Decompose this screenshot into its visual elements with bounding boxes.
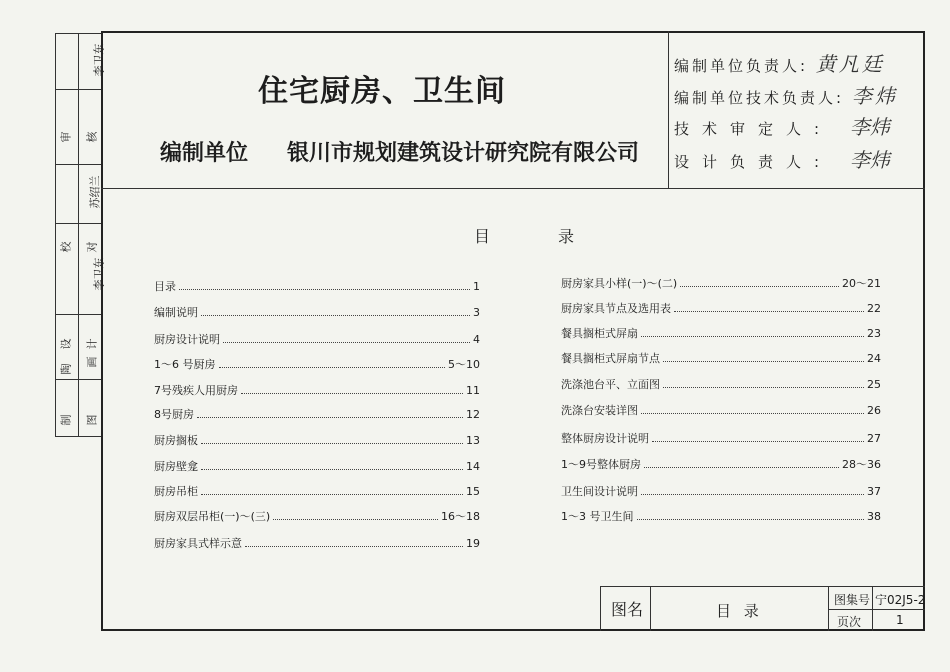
resp-signature: 黄凡廷 [815,52,885,76]
toc-entry-title: 餐具搁柜式屏扇节点 [561,352,660,365]
signature-strip [55,33,106,437]
toc-heading-mu: 目 [474,227,491,246]
toc-entry[interactable] [154,406,480,422]
resp-row-3 [674,111,890,140]
strip-reviewer-sign: 李卫东 [92,43,106,77]
toc-entry[interactable] [561,430,881,446]
toc-entry[interactable] [154,331,480,347]
toc-entry-page: 11 [466,384,480,397]
strip-label-hua: 画 [85,356,99,368]
resp-signature: 李炜 [851,84,898,108]
toc-entry[interactable] [154,458,480,474]
toc-entry-title: 厨房搁板 [154,434,198,447]
toc-entry[interactable] [154,508,480,524]
toc-entry[interactable] [561,376,881,392]
resp-row-2 [674,80,898,109]
toc-entry[interactable] [561,402,881,418]
toc-entry-page: 16～18 [441,510,480,523]
toc-entry[interactable] [154,432,480,448]
toc-entry-page: 4 [473,333,480,346]
toc-entry[interactable] [561,325,881,341]
toc-entry[interactable] [561,508,881,524]
strip-checker-sign: 苏绍兰 [88,175,102,209]
toc-entry-page: 12 [466,408,480,421]
title-block-sep1 [650,586,651,631]
resp-role: 技术审定人: [674,120,833,138]
toc-entry-title: 整体厨房设计说明 [561,432,649,445]
toc-entry-page: 25 [867,378,881,391]
toc-entry-title: 卫生间设计说明 [561,485,638,498]
resp-role: 编制单位负责人: [674,57,809,75]
toc-entry-title: 1～6 号厨房 [154,358,216,371]
toc-entry-page: 27 [867,432,881,445]
toc-entry[interactable] [154,382,480,398]
strip-label-ji: 计 [85,338,99,350]
resp-row-1 [674,48,885,77]
toc-entry-page: 23 [867,327,881,340]
toc-entry-page: 14 [466,460,480,473]
toc-entry-title: 厨房家具节点及选用表 [561,302,671,315]
strip-label-tu: 图 [85,414,99,426]
toc-entry-page: 19 [466,537,480,550]
unit-name: 银川市规划建筑设计研究院有限公司 [287,141,640,166]
toc-entry-page: 28～36 [842,458,881,471]
toc-entry-title: 目录 [154,280,176,293]
toc-entry-title: 1～9号整体厨房 [561,458,641,471]
strip-label-shen: 审 [59,131,73,143]
toc-entry-title: 洗涤池台平、立面图 [561,378,660,391]
toc-entry[interactable] [561,483,881,499]
strip-label-jiao: 校 [59,241,73,253]
toc-entry-page: 38 [867,510,881,523]
toc-entry-title: 7号残疾人用厨房 [154,384,238,397]
unit-label: 编制单位 [160,141,249,166]
toc-entry-title: 厨房家具小样(一)～(二) [561,277,678,290]
title-block-name-label: 图名 [611,600,644,619]
strip-label-she: 设 [59,338,73,350]
toc-entry-title: 1～3 号卫生间 [561,510,634,523]
toc-entry[interactable] [561,300,881,316]
toc-entry[interactable] [154,535,480,551]
title-block-page-value: 1 [896,613,904,627]
toc-entry-title: 编制说明 [154,306,198,319]
toc-entry-page: 20～21 [842,277,881,290]
resp-signature: 李炜 [849,148,890,172]
toc-entry-title: 洗涤台安装详图 [561,404,638,417]
toc-entry-page: 3 [473,306,480,319]
title-block-left [600,586,601,631]
resp-role: 编制单位技术负责人: [674,89,845,107]
strip-drafter-sign: 陶 [59,363,73,375]
header-split [668,31,669,188]
toc-entry[interactable] [561,456,881,472]
toc-entry[interactable] [154,356,480,372]
page-title: 住宅厨房、卫生间 [258,74,506,109]
title-block-mid [828,609,925,610]
resp-role: 设计负责人: [674,153,833,171]
title-block-name-value: 目 录 [716,602,763,620]
toc-entry[interactable] [154,278,480,294]
title-block-page-label: 页次 [837,615,862,629]
toc-entry[interactable] [561,275,881,291]
toc-entry[interactable] [154,483,480,499]
title-block-top [600,586,925,587]
toc-entry-title: 厨房壁龛 [154,460,198,473]
toc-entry-title: 餐具搁柜式屏扇 [561,327,638,340]
strip-label-dui: 对 [85,241,99,253]
toc-entry[interactable] [154,304,480,320]
strip-designer-sign: 李卫东 [92,257,106,291]
resp-row-4 [674,144,890,173]
toc-entry-title: 8号厨房 [154,408,194,421]
toc-heading-lu: 录 [558,227,575,246]
title-block-atlas-label: 图集号 [834,593,871,607]
toc-entry-page: 37 [867,485,881,498]
toc-entry-page: 5～10 [448,358,480,371]
toc-entry-page: 22 [867,302,881,315]
toc-entry-page: 24 [867,352,881,365]
title-block-atlas-value: 宁02J5-2 [875,593,926,607]
toc-entry-page: 13 [466,434,480,447]
toc-entry-page: 26 [867,404,881,417]
toc-entry-title: 厨房家具式样示意 [154,537,242,550]
strip-label-he: 核 [85,131,99,143]
toc-entry[interactable] [561,350,881,366]
toc-entry-title: 厨房吊柜 [154,485,198,498]
header-divider [101,188,925,189]
strip-label-zhi: 制 [59,414,73,426]
toc-entry-title: 厨房设计说明 [154,333,220,346]
toc-entry-page: 15 [466,485,480,498]
toc-entry-page: 1 [473,280,480,293]
resp-signature: 李炜 [849,115,890,139]
toc-entry-title: 厨房双层吊柜(一)～(三) [154,510,271,523]
